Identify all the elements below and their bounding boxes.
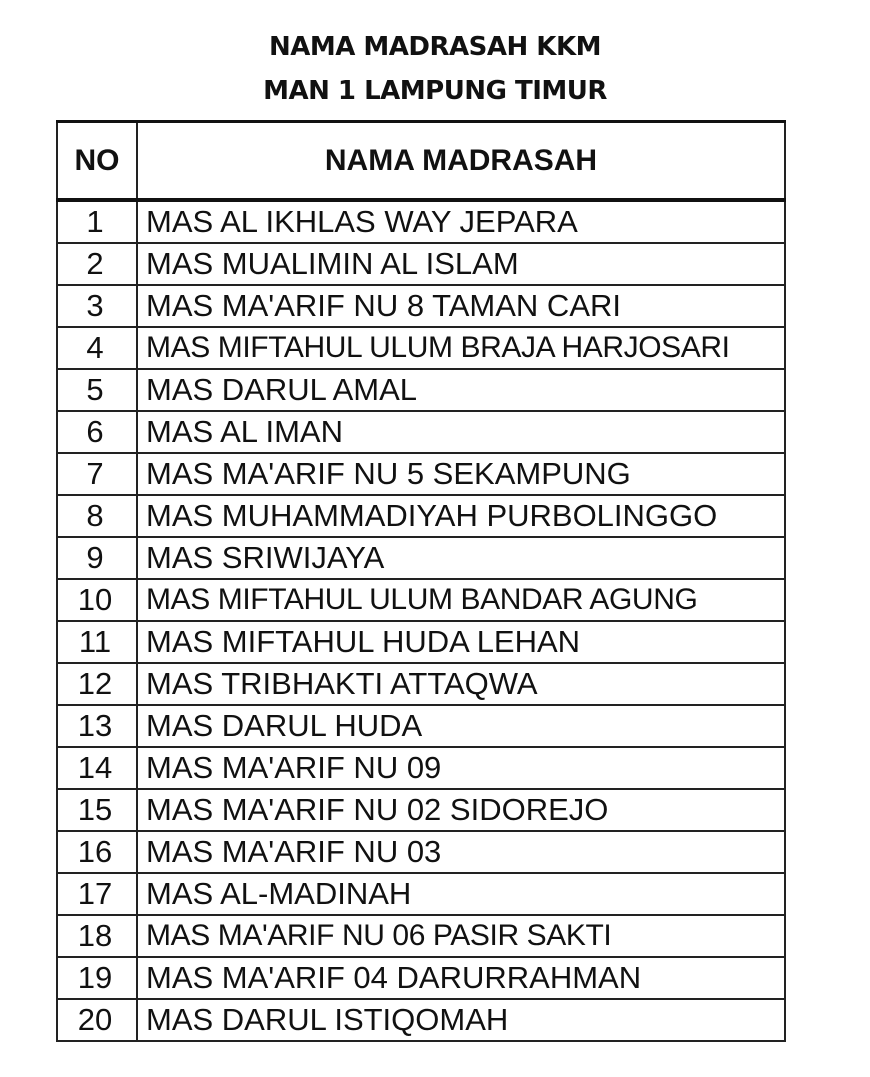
row-madrasah-name: MAS MA'ARIF 04 DARURRAHMAN <box>137 957 785 999</box>
row-number: 13 <box>57 705 137 747</box>
row-number: 16 <box>57 831 137 873</box>
header-name: NAMA MADRASAH <box>137 122 785 201</box>
row-madrasah-name: MAS SRIWIJAYA <box>137 537 785 579</box>
row-madrasah-name: MAS MA'ARIF NU 09 <box>137 747 785 789</box>
row-number: 1 <box>57 200 137 243</box>
table-row <box>57 369 785 411</box>
row-number: 14 <box>57 747 137 789</box>
row-madrasah-name: MAS DARUL AMAL <box>137 369 785 411</box>
row-madrasah-name: MAS MA'ARIF NU 5 SEKAMPUNG <box>137 453 785 495</box>
table-row <box>57 327 785 369</box>
row-number: 5 <box>57 369 137 411</box>
row-number: 20 <box>57 999 137 1041</box>
table-row <box>57 621 785 663</box>
table-row <box>57 663 785 705</box>
table-row <box>57 243 785 285</box>
table-header-row <box>57 122 785 201</box>
header-no: NO <box>57 122 137 201</box>
row-madrasah-name: MAS MA'ARIF NU 02 SIDOREJO <box>137 789 785 831</box>
table-row <box>57 705 785 747</box>
row-number: 11 <box>57 621 137 663</box>
row-number: 19 <box>57 957 137 999</box>
row-madrasah-name: MAS MIFTAHUL HUDA LEHAN <box>137 621 785 663</box>
row-number: 10 <box>57 579 137 621</box>
row-number: 17 <box>57 873 137 915</box>
row-number: 6 <box>57 411 137 453</box>
table-row <box>57 789 785 831</box>
row-number: 8 <box>57 495 137 537</box>
row-number: 12 <box>57 663 137 705</box>
table-body <box>57 200 785 1041</box>
row-number: 18 <box>57 915 137 957</box>
document-subtitle: MAN 1 LAMPUNG TIMUR <box>263 76 607 106</box>
row-madrasah-name: MAS AL IKHLAS WAY JEPARA <box>137 200 785 243</box>
row-madrasah-name: MAS MA'ARIF NU 03 <box>137 831 785 873</box>
row-madrasah-name: MAS MUHAMMADIYAH PURBOLINGGO <box>137 495 785 537</box>
madrasah-table <box>56 120 786 1042</box>
document-title: NAMA MADRASAH KKM <box>269 32 601 62</box>
table-row <box>57 495 785 537</box>
row-number: 2 <box>57 243 137 285</box>
row-madrasah-name: MAS MA'ARIF NU 8 TAMAN CARI <box>137 285 785 327</box>
row-madrasah-name: MAS MIFTAHUL ULUM BRAJA HARJOSARI <box>137 327 785 369</box>
row-number: 4 <box>57 327 137 369</box>
table-row <box>57 537 785 579</box>
table-row <box>57 453 785 495</box>
table-row <box>57 957 785 999</box>
table-row <box>57 831 785 873</box>
row-madrasah-name: MAS TRIBHAKTI ATTAQWA <box>137 663 785 705</box>
row-number: 15 <box>57 789 137 831</box>
row-madrasah-name: MAS AL IMAN <box>137 411 785 453</box>
table-row <box>57 915 785 957</box>
table-row <box>57 200 785 243</box>
table-row <box>57 411 785 453</box>
table-row <box>57 285 785 327</box>
row-madrasah-name: MAS MA'ARIF NU 06 PASIR SAKTI <box>137 915 785 957</box>
row-number: 7 <box>57 453 137 495</box>
table-row <box>57 579 785 621</box>
table-row <box>57 999 785 1041</box>
row-madrasah-name: MAS MUALIMIN AL ISLAM <box>137 243 785 285</box>
row-madrasah-name: MAS DARUL ISTIQOMAH <box>137 999 785 1041</box>
row-madrasah-name: MAS MIFTAHUL ULUM BANDAR AGUNG <box>137 579 785 621</box>
row-madrasah-name: MAS AL-MADINAH <box>137 873 785 915</box>
table-row <box>57 873 785 915</box>
row-madrasah-name: MAS DARUL HUDA <box>137 705 785 747</box>
table-row <box>57 747 785 789</box>
row-number: 9 <box>57 537 137 579</box>
row-number: 3 <box>57 285 137 327</box>
